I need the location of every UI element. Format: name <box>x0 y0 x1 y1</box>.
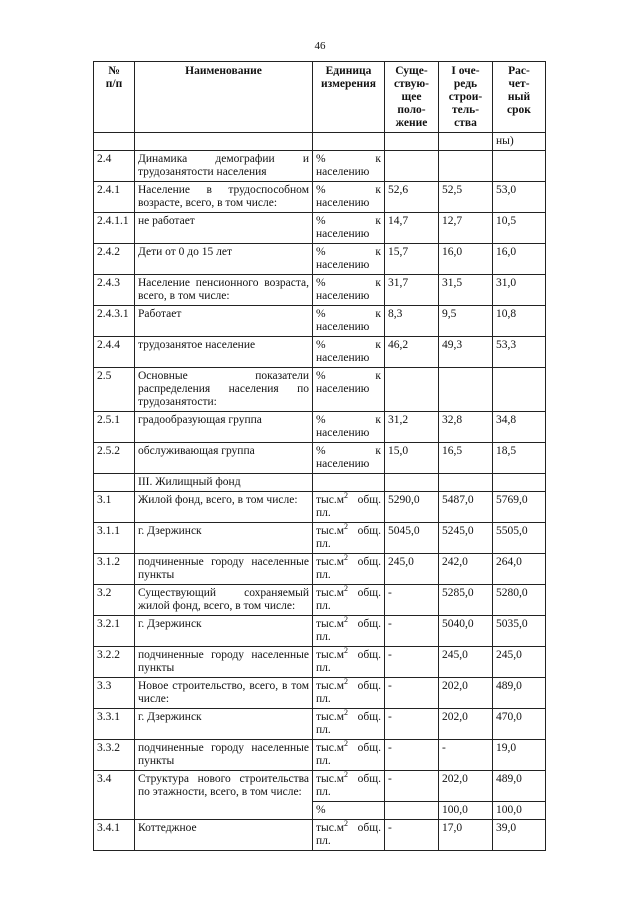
page-number: 46 <box>314 40 326 52</box>
row-stage1: 12,7 <box>439 213 493 244</box>
cell-empty <box>135 133 313 151</box>
row-existing: 15,0 <box>385 443 439 474</box>
row-calc: 489,0 <box>493 771 546 802</box>
row-num: 2.4.3 <box>94 275 135 306</box>
row-existing <box>385 368 439 412</box>
row-calc: 10,8 <box>493 306 546 337</box>
row-num: 2.4.3.1 <box>94 306 135 337</box>
continuation-row <box>94 133 546 151</box>
row-stage1 <box>439 151 493 182</box>
row-stage1: 100,0 <box>439 802 493 820</box>
row-stage1 <box>439 368 493 412</box>
row-stage1: 16,0 <box>439 244 493 275</box>
row-existing: 5290,0 <box>385 492 439 523</box>
row-calc: 18,5 <box>493 443 546 474</box>
table-row <box>94 368 546 412</box>
row-unit-percent: % <box>313 802 385 820</box>
table-row <box>94 523 546 554</box>
section-row <box>94 474 546 492</box>
unit-suffix: общ. пл. <box>316 680 381 705</box>
row-num: 2.4 <box>94 151 135 182</box>
table-row <box>94 771 546 802</box>
table-row <box>94 740 546 771</box>
row-name: Дети от 0 до 15 лет <box>135 244 313 275</box>
table-row <box>94 709 546 740</box>
row-existing: - <box>385 771 439 802</box>
unit-main: тыс.м <box>316 525 345 537</box>
row-num: 2.4.2 <box>94 244 135 275</box>
row-num: 2.4.4 <box>94 337 135 368</box>
row-name: подчиненные городу населенные пункты <box>135 740 313 771</box>
row-name: Коттеджное <box>135 820 313 851</box>
row-calc <box>493 368 546 412</box>
row-existing: - <box>385 616 439 647</box>
row-unit: % к населению <box>313 182 385 213</box>
row-stage1: 5285,0 <box>439 585 493 616</box>
row-num: 3.2 <box>94 585 135 616</box>
row-unit: % к населению <box>313 213 385 244</box>
cell-empty <box>493 474 546 492</box>
unit-main: тыс.м <box>316 556 345 568</box>
row-calc: 53,0 <box>493 182 546 213</box>
row-calc: 31,0 <box>493 275 546 306</box>
row-existing: - <box>385 820 439 851</box>
table-row <box>94 585 546 616</box>
row-existing: 46,2 <box>385 337 439 368</box>
unit-suffix: общ. пл. <box>316 711 381 736</box>
row-calc: 489,0 <box>493 678 546 709</box>
row-name: Население пенсионного возраста, всего, в том числе: <box>135 275 313 306</box>
cell-empty <box>313 133 385 151</box>
row-unit <box>313 771 385 802</box>
header-num: № п/п <box>94 62 135 133</box>
row-stage1: 202,0 <box>439 678 493 709</box>
header-unit: Единица измерения <box>313 62 385 133</box>
row-num: 3.3.1 <box>94 709 135 740</box>
unit-suffix: общ. пл. <box>316 587 381 612</box>
row-num: 2.4.1 <box>94 182 135 213</box>
row-unit <box>313 554 385 585</box>
row-num: 2.4.1.1 <box>94 213 135 244</box>
row-existing <box>385 802 439 820</box>
row-unit <box>313 678 385 709</box>
unit-superscript: 2 <box>344 522 349 532</box>
row-name: Новое строительство, всего, в том числе: <box>135 678 313 709</box>
row-stage1: 9,5 <box>439 306 493 337</box>
row-stage1: 32,8 <box>439 412 493 443</box>
table-row <box>94 306 546 337</box>
row-calc: 19,0 <box>493 740 546 771</box>
cell-empty <box>94 474 135 492</box>
row-existing: - <box>385 709 439 740</box>
row-num: 3.2.1 <box>94 616 135 647</box>
row-calc: 5505,0 <box>493 523 546 554</box>
row-num: 3.3 <box>94 678 135 709</box>
row-existing: 31,7 <box>385 275 439 306</box>
row-calc: 5280,0 <box>493 585 546 616</box>
row-num: 3.2.2 <box>94 647 135 678</box>
row-calc: 100,0 <box>493 802 546 820</box>
row-num: 3.1.2 <box>94 554 135 585</box>
unit-superscript: 2 <box>344 708 349 718</box>
unit-main: тыс.м <box>316 773 345 785</box>
row-stage1: - <box>439 740 493 771</box>
table-row <box>94 275 546 306</box>
row-existing: - <box>385 647 439 678</box>
row-existing: - <box>385 585 439 616</box>
row-existing: 52,6 <box>385 182 439 213</box>
row-stage1: 202,0 <box>439 709 493 740</box>
row-existing: 245,0 <box>385 554 439 585</box>
row-unit <box>313 647 385 678</box>
row-calc: 470,0 <box>493 709 546 740</box>
unit-superscript: 2 <box>344 553 349 563</box>
row-stage1: 31,5 <box>439 275 493 306</box>
row-num: 3.1 <box>94 492 135 523</box>
unit-superscript: 2 <box>344 677 349 687</box>
table-row <box>94 182 546 213</box>
row-existing: 31,2 <box>385 412 439 443</box>
row-existing: - <box>385 740 439 771</box>
row-calc: 10,5 <box>493 213 546 244</box>
row-name: не работает <box>135 213 313 244</box>
cell-empty <box>439 133 493 151</box>
unit-superscript: 2 <box>344 584 349 594</box>
header-calc: Рас- чет- ный срок <box>493 62 546 133</box>
unit-main: тыс.м <box>316 494 345 506</box>
row-unit <box>313 492 385 523</box>
row-name: Работает <box>135 306 313 337</box>
row-stage1: 5487,0 <box>439 492 493 523</box>
row-stage1: 202,0 <box>439 771 493 802</box>
unit-suffix: общ. пл. <box>316 494 381 519</box>
row-unit: % к населению <box>313 244 385 275</box>
row-name: г. Дзержинск <box>135 523 313 554</box>
row-name: градообразующая группа <box>135 412 313 443</box>
row-stage1: 5040,0 <box>439 616 493 647</box>
unit-suffix: общ. пл. <box>316 822 381 847</box>
row-calc: 34,8 <box>493 412 546 443</box>
row-unit <box>313 616 385 647</box>
unit-suffix: общ. пл. <box>316 649 381 674</box>
table-row <box>94 820 546 851</box>
row-name: Основные показатели распределения населения по трудозанятости: <box>135 368 313 412</box>
row-unit: % к населению <box>313 412 385 443</box>
row-stage1: 5245,0 <box>439 523 493 554</box>
row-calc: 53,3 <box>493 337 546 368</box>
row-num: 2.5.2 <box>94 443 135 474</box>
table-row <box>94 443 546 474</box>
table-row <box>94 412 546 443</box>
row-num: 2.5.1 <box>94 412 135 443</box>
unit-suffix: общ. пл. <box>316 742 381 767</box>
table-row <box>94 151 546 182</box>
row-existing: 14,7 <box>385 213 439 244</box>
unit-superscript: 2 <box>344 491 349 501</box>
row-existing: 15,7 <box>385 244 439 275</box>
row-name: Динамика демографии и трудозанятости населения <box>135 151 313 182</box>
row-existing <box>385 151 439 182</box>
row-unit <box>313 585 385 616</box>
unit-superscript: 2 <box>344 739 349 749</box>
row-name: Жилой фонд, всего, в том числе: <box>135 492 313 523</box>
row-name: подчиненные городу населенные пункты <box>135 647 313 678</box>
header-stage1: I оче- редь строи- тель- ства <box>439 62 493 133</box>
table-row <box>94 647 546 678</box>
row-calc: 264,0 <box>493 554 546 585</box>
row-name: трудозанятое население <box>135 337 313 368</box>
row-stage1: 16,5 <box>439 443 493 474</box>
row-existing: - <box>385 678 439 709</box>
unit-main: тыс.м <box>316 649 345 661</box>
row-unit: % к населению <box>313 337 385 368</box>
unit-main: тыс.м <box>316 742 345 754</box>
row-unit: % к населению <box>313 275 385 306</box>
cell-empty <box>313 474 385 492</box>
row-unit <box>313 709 385 740</box>
row-unit: % к населению <box>313 443 385 474</box>
header-name: Наименование <box>135 62 313 133</box>
row-num: 2.5 <box>94 368 135 412</box>
row-stage1: 52,5 <box>439 182 493 213</box>
header-existing: Суще- ствую- щее поло- жение <box>385 62 439 133</box>
row-unit <box>313 820 385 851</box>
row-name: Структура нового строительства по этажности, всего, в том числе: <box>135 771 313 820</box>
unit-main: тыс.м <box>316 680 345 692</box>
row-unit: % к населению <box>313 368 385 412</box>
row-unit: % к населению <box>313 151 385 182</box>
row-existing: 8,3 <box>385 306 439 337</box>
row-name: подчиненные городу населенные пункты <box>135 554 313 585</box>
unit-main: тыс.м <box>316 587 345 599</box>
table-header-row <box>94 62 546 133</box>
unit-superscript: 2 <box>344 819 349 829</box>
row-calc <box>493 151 546 182</box>
row-calc: 16,0 <box>493 244 546 275</box>
row-name: г. Дзержинск <box>135 709 313 740</box>
row-name: Население в трудоспособном возрасте, всего, в том числе: <box>135 182 313 213</box>
unit-suffix: общ. пл. <box>316 618 381 643</box>
section-title: III. Жилищный фонд <box>135 474 313 492</box>
cell-empty <box>94 133 135 151</box>
row-name: Существующий сохраняемый жилой фонд, всего, в том числе: <box>135 585 313 616</box>
table-row <box>94 678 546 709</box>
row-unit <box>313 740 385 771</box>
table-row <box>94 337 546 368</box>
row-num: 3.4.1 <box>94 820 135 851</box>
indicators-table <box>93 61 546 851</box>
table-row <box>94 244 546 275</box>
unit-main: тыс.м <box>316 711 345 723</box>
table-row <box>94 213 546 244</box>
unit-superscript: 2 <box>344 615 349 625</box>
cell-empty <box>439 474 493 492</box>
row-stage1: 245,0 <box>439 647 493 678</box>
row-unit <box>313 523 385 554</box>
row-calc: 245,0 <box>493 647 546 678</box>
row-existing: 5045,0 <box>385 523 439 554</box>
row-num: 3.4 <box>94 771 135 820</box>
table-row <box>94 554 546 585</box>
unit-suffix: общ. пл. <box>316 773 381 798</box>
row-calc: 5769,0 <box>493 492 546 523</box>
row-calc: 5035,0 <box>493 616 546 647</box>
row-name: г. Дзержинск <box>135 616 313 647</box>
cell-empty <box>385 474 439 492</box>
table-row <box>94 492 546 523</box>
row-name: обслуживающая группа <box>135 443 313 474</box>
unit-suffix: общ. пл. <box>316 556 381 581</box>
table-row <box>94 616 546 647</box>
unit-main: тыс.м <box>316 618 345 630</box>
row-stage1: 242,0 <box>439 554 493 585</box>
row-num: 3.1.1 <box>94 523 135 554</box>
cell-empty <box>385 133 439 151</box>
row-stage1: 17,0 <box>439 820 493 851</box>
unit-suffix: общ. пл. <box>316 525 381 550</box>
unit-superscript: 2 <box>344 770 349 780</box>
row-unit: % к населению <box>313 306 385 337</box>
unit-superscript: 2 <box>344 646 349 656</box>
row-stage1: 49,3 <box>439 337 493 368</box>
continuation-note: ны) <box>493 133 546 151</box>
row-num: 3.3.2 <box>94 740 135 771</box>
unit-main: тыс.м <box>316 822 345 834</box>
row-calc: 39,0 <box>493 820 546 851</box>
